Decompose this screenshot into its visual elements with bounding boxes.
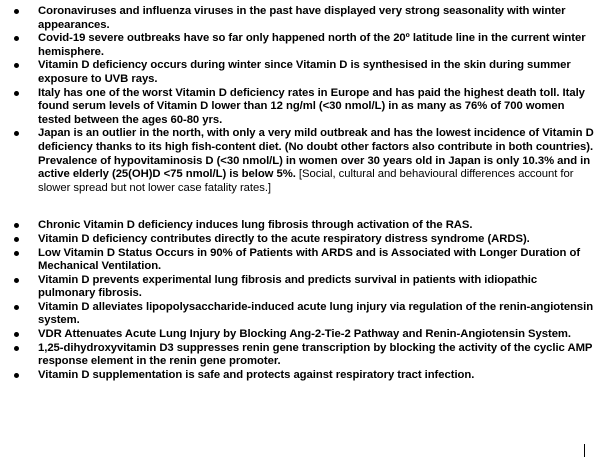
- document-page: [0, 5, 600, 382]
- bullet-list-seasonality: [0, 5, 600, 195]
- list-item-text: Italy has one of the worst Vitamin D deficiency rates in Europe and has paid the highest death toll. Italy found serum levels of Vitamin D lower than 12 ng/ml (<30 nmol/L) in as many as 76% of 700 women tested between the ages 60-80 yrs.: [38, 86, 585, 126]
- list-item-note: [Social, cultural and behavioural differences account for slower spread but not lower case fatality rates.]: [38, 168, 574, 194]
- list-item-text: Vitamin D deficiency contributes directly to the acute respiratory distress syndrome (ARDS).: [38, 232, 530, 245]
- bullet-list-lung-research: [0, 219, 600, 382]
- list-item-text: Vitamin D supplementation is safe and protects against respiratory tract infection.: [38, 368, 475, 381]
- paragraph-gap: [0, 195, 600, 219]
- list-item: [0, 328, 600, 342]
- list-item: [0, 342, 600, 369]
- list-item: [0, 233, 600, 247]
- list-item-text: 1,25-dihydroxyvitamin D3 suppresses renin gene transcription by blocking the activity of the cyclic AMP response element in the renin gene promoter.: [38, 341, 593, 368]
- list-item-text: Vitamin D prevents experimental lung fibrosis and predicts survival in patients with idiopathic pulmonary fibrosis.: [38, 273, 538, 300]
- list-item: [0, 369, 600, 383]
- list-item-text: Coronaviruses and influenza viruses in the past have displayed very strong seasonality with winter appearances.: [38, 5, 566, 31]
- list-item: [0, 127, 600, 195]
- list-item: [0, 274, 600, 301]
- list-item-text: Covid-19 severe outbreaks have so far only happened north of the 20º latitude line in the current winter hemisphere.: [38, 32, 586, 58]
- list-item: [0, 87, 600, 128]
- list-item: [0, 219, 600, 233]
- list-item: [0, 301, 600, 328]
- list-item-text: Vitamin D deficiency occurs during winter since Vitamin D is synthesised in the skin during summer exposure to UVB rays.: [38, 59, 571, 85]
- list-item-text: Japan is an outlier in the north, with only a very mild outbreak and has the lowest incidence of Vitamin D deficiency thanks to its high fish-content diet. (No doubt other factors also contribute in both countries). Prevalence of hypovitaminosis D (<30 nmol/L) in women over 30 years old in Japan is only 10.3% and in active elderly (25(OH)D <75 nmol/L) is below 5%.: [38, 127, 594, 181]
- list-item-text: Vitamin D alleviates lipopolysaccharide-induced acute lung injury via regulation of the renin-angiotensin system.: [38, 300, 594, 327]
- list-item: [0, 5, 600, 32]
- list-item: [0, 32, 600, 59]
- list-item-text: Low Vitamin D Status Occurs in 90% of Patients with ARDS and is Associated with Longer Duration of Mechanical Ventilation.: [38, 246, 581, 273]
- list-item-text: Chronic Vitamin D deficiency induces lung fibrosis through activation of the RAS.: [38, 219, 473, 232]
- list-item: [0, 59, 600, 86]
- list-item: [0, 247, 600, 274]
- list-item-text: VDR Attenuates Acute Lung Injury by Blocking Ang-2-Tie-2 Pathway and Renin-Angiotensin System.: [38, 328, 572, 341]
- text-cursor: [584, 444, 585, 457]
